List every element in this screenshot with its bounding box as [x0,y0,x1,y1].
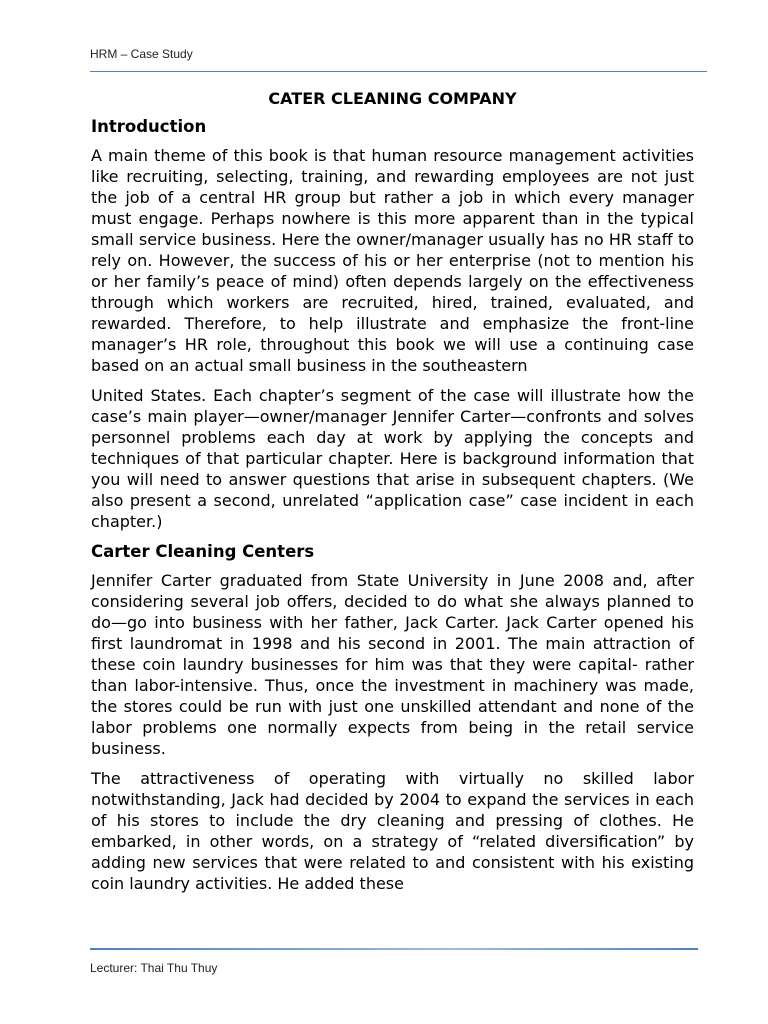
page-header: HRM – Case Study [90,47,193,61]
section-heading-introduction: Introduction [91,117,207,136]
document-title: CATER CLEANING COMPANY [268,89,517,108]
paragraph: The attractiveness of operating with virtually no skilled labor notwithstanding, Jack had decided by 2004 to expand the services in each of his stores to include the dry cleaning and pressing of clothes. He embarked, in other words, on a strategy of “related diversification” by adding new services that were related to and consistent with his existing coin laundry activities. He added these [91,769,694,893]
paragraph: Jennifer Carter graduated from State University in June 2008 and, after considering several job offers, decided to do what she always planned to do—go into business with her father, Jack Carter. Jack Carter opened his first laundromat in 1998 and his second in 2001. The main attraction of these coin laundry businesses for him was that they were capital- rather than labor-intensive. Thus, once the investment in machinery was made, the stores could be run with just one unskilled attendant and none of the labor problems one normally expects from being in the retail service business. [91,571,694,758]
document-body [91,88,694,903]
header-divider [90,71,707,72]
footer-divider [90,948,698,950]
paragraph: A main theme of this book is that human resource management activities like recruiting, selecting, training, and rewarding employees are not just the job of a central HR group but rather a job in which every manager must engage. Perhaps nowhere is this more apparent than in the typical small service business. Here the owner/manager usually has no HR staff to rely on. However, the success of his or her enterprise (not to mention his or her family’s peace of mind) often depends largely on the effectiveness through which workers are recruited, hired, trained, evaluated, and rewarded. Therefore, to help illustrate and emphasize the front-line manager’s HR role, throughout this book we will use a continuing case based on an actual small business in the southeastern [91,146,694,375]
section-heading-carter-cleaning-centers: Carter Cleaning Centers [91,542,315,561]
page-footer: Lecturer: Thai Thu Thuy [90,961,218,975]
paragraph: United States. Each chapter’s segment of the case will illustrate how the case’s main player—owner/manager Jennifer Carter—confronts and solves personnel problems each day at work by applying the concepts and techniques of that particular chapter. Here is background information that you will need to answer questions that arise in subsequent chapters. (We also present a second, unrelated “application case” case incident in each chapter.) [91,386,694,531]
